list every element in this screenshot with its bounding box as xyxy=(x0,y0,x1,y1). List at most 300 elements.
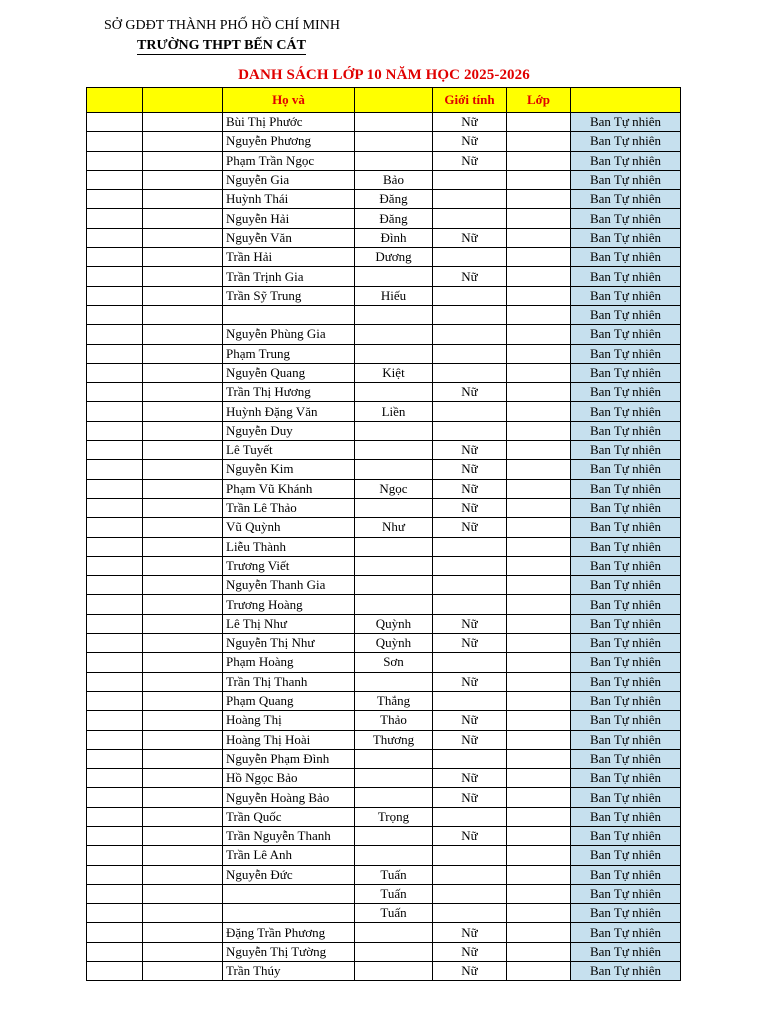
table-row xyxy=(87,691,681,710)
cell-col-0 xyxy=(87,132,143,151)
cell-col-1 xyxy=(143,672,223,691)
cell-ho-va: Nguyễn Thanh Gia xyxy=(223,576,355,595)
cell-ten xyxy=(355,460,433,479)
cell-col-0 xyxy=(87,923,143,942)
cell-col-0 xyxy=(87,865,143,884)
cell-ten: Dương xyxy=(355,248,433,267)
cell-lop xyxy=(507,479,571,498)
cell-col-1 xyxy=(143,170,223,189)
cell-ban: Ban Tự nhiên xyxy=(571,228,681,247)
cell-gioi-tinh: Nữ xyxy=(433,962,507,981)
cell-gioi-tinh: Nữ xyxy=(433,634,507,653)
cell-ban: Ban Tự nhiên xyxy=(571,672,681,691)
cell-ten: Quỳnh xyxy=(355,614,433,633)
cell-lop xyxy=(507,248,571,267)
cell-ho-va: Nguyễn Phương xyxy=(223,132,355,151)
cell-col-0 xyxy=(87,769,143,788)
cell-ten xyxy=(355,537,433,556)
cell-ban: Ban Tự nhiên xyxy=(571,769,681,788)
cell-ten xyxy=(355,421,433,440)
cell-ten xyxy=(355,383,433,402)
table-row xyxy=(87,267,681,286)
cell-col-1 xyxy=(143,248,223,267)
cell-gioi-tinh: Nữ xyxy=(433,479,507,498)
cell-col-1 xyxy=(143,884,223,903)
cell-ho-va: Trần Trịnh Gia xyxy=(223,267,355,286)
header-ho-va: Họ và xyxy=(223,88,355,113)
cell-col-1 xyxy=(143,595,223,614)
cell-ho-va: Phạm Quang xyxy=(223,691,355,710)
table-row xyxy=(87,190,681,209)
cell-ho-va: Liễu Thành xyxy=(223,537,355,556)
table-row xyxy=(87,325,681,344)
cell-col-1 xyxy=(143,113,223,132)
cell-ban: Ban Tự nhiên xyxy=(571,807,681,826)
table-header-row xyxy=(87,88,681,113)
cell-lop xyxy=(507,537,571,556)
cell-col-0 xyxy=(87,556,143,575)
cell-ho-va: Trần Lê Thảo xyxy=(223,498,355,517)
cell-gioi-tinh xyxy=(433,749,507,768)
cell-gioi-tinh xyxy=(433,286,507,305)
cell-ban: Ban Tự nhiên xyxy=(571,132,681,151)
cell-ban: Ban Tự nhiên xyxy=(571,479,681,498)
cell-ban: Ban Tự nhiên xyxy=(571,402,681,421)
cell-lop xyxy=(507,383,571,402)
cell-lop xyxy=(507,634,571,653)
cell-ho-va: Nguyễn Phạm Đình xyxy=(223,749,355,768)
cell-lop xyxy=(507,865,571,884)
cell-ten: Đình xyxy=(355,228,433,247)
cell-ban: Ban Tự nhiên xyxy=(571,711,681,730)
cell-col-0 xyxy=(87,325,143,344)
table-row xyxy=(87,402,681,421)
cell-col-1 xyxy=(143,537,223,556)
cell-ten: Như xyxy=(355,518,433,537)
cell-col-1 xyxy=(143,923,223,942)
cell-col-1 xyxy=(143,479,223,498)
cell-gioi-tinh: Nữ xyxy=(433,769,507,788)
cell-ten xyxy=(355,595,433,614)
cell-lop xyxy=(507,942,571,961)
cell-col-1 xyxy=(143,402,223,421)
cell-col-0 xyxy=(87,402,143,421)
cell-ten xyxy=(355,962,433,981)
cell-ban: Ban Tự nhiên xyxy=(571,653,681,672)
table-row xyxy=(87,537,681,556)
cell-ban: Ban Tự nhiên xyxy=(571,846,681,865)
cell-gioi-tinh xyxy=(433,904,507,923)
cell-ban: Ban Tự nhiên xyxy=(571,209,681,228)
cell-lop xyxy=(507,113,571,132)
cell-ho-va: Phạm Trung xyxy=(223,344,355,363)
cell-lop xyxy=(507,170,571,189)
header-ban xyxy=(571,88,681,113)
cell-lop xyxy=(507,305,571,324)
cell-ten: Liền xyxy=(355,402,433,421)
table-row xyxy=(87,672,681,691)
cell-ban: Ban Tự nhiên xyxy=(571,267,681,286)
cell-col-1 xyxy=(143,614,223,633)
cell-ten xyxy=(355,267,433,286)
cell-col-1 xyxy=(143,460,223,479)
cell-gioi-tinh: Nữ xyxy=(433,923,507,942)
cell-lop xyxy=(507,846,571,865)
table-row xyxy=(87,711,681,730)
cell-ban: Ban Tự nhiên xyxy=(571,344,681,363)
cell-col-1 xyxy=(143,441,223,460)
cell-ban: Ban Tự nhiên xyxy=(571,923,681,942)
cell-col-0 xyxy=(87,634,143,653)
cell-gioi-tinh: Nữ xyxy=(433,132,507,151)
cell-col-0 xyxy=(87,788,143,807)
header-col-0 xyxy=(87,88,143,113)
table-row xyxy=(87,286,681,305)
cell-ban: Ban Tự nhiên xyxy=(571,460,681,479)
cell-gioi-tinh: Nữ xyxy=(433,614,507,633)
cell-col-0 xyxy=(87,170,143,189)
cell-col-1 xyxy=(143,730,223,749)
cell-ban: Ban Tự nhiên xyxy=(571,595,681,614)
cell-lop xyxy=(507,518,571,537)
cell-ten xyxy=(355,498,433,517)
cell-ban: Ban Tự nhiên xyxy=(571,190,681,209)
cell-gioi-tinh: Nữ xyxy=(433,228,507,247)
cell-ten: Bảo xyxy=(355,170,433,189)
cell-col-0 xyxy=(87,672,143,691)
cell-ban: Ban Tự nhiên xyxy=(571,730,681,749)
document-title: DANH SÁCH LỚP 10 NĂM HỌC 2025-2026 xyxy=(238,67,530,83)
cell-col-0 xyxy=(87,363,143,382)
cell-ho-va xyxy=(223,305,355,324)
cell-ho-va: Nguyễn Phùng Gia xyxy=(223,325,355,344)
cell-ban: Ban Tự nhiên xyxy=(571,749,681,768)
cell-ten xyxy=(355,846,433,865)
cell-lop xyxy=(507,402,571,421)
cell-ho-va: Trần Nguyễn Thanh xyxy=(223,826,355,845)
table-row xyxy=(87,460,681,479)
cell-col-1 xyxy=(143,305,223,324)
cell-ho-va: Bùi Thị Phước xyxy=(223,113,355,132)
cell-col-1 xyxy=(143,807,223,826)
cell-lop xyxy=(507,498,571,517)
cell-col-1 xyxy=(143,769,223,788)
cell-col-0 xyxy=(87,190,143,209)
cell-lop xyxy=(507,267,571,286)
cell-ban: Ban Tự nhiên xyxy=(571,884,681,903)
cell-ho-va: Huỳnh Đặng Văn xyxy=(223,402,355,421)
cell-col-0 xyxy=(87,576,143,595)
cell-ho-va: Lê Tuyết xyxy=(223,441,355,460)
cell-gioi-tinh xyxy=(433,421,507,440)
cell-ban: Ban Tự nhiên xyxy=(571,170,681,189)
cell-col-1 xyxy=(143,325,223,344)
cell-col-1 xyxy=(143,749,223,768)
cell-gioi-tinh: Nữ xyxy=(433,460,507,479)
cell-ho-va: Hoàng Thị Hoài xyxy=(223,730,355,749)
cell-col-0 xyxy=(87,537,143,556)
cell-gioi-tinh: Nữ xyxy=(433,942,507,961)
cell-col-0 xyxy=(87,518,143,537)
cell-lop xyxy=(507,826,571,845)
cell-ten xyxy=(355,556,433,575)
cell-gioi-tinh: Nữ xyxy=(433,498,507,517)
cell-ten xyxy=(355,325,433,344)
table-row xyxy=(87,634,681,653)
cell-ban: Ban Tự nhiên xyxy=(571,691,681,710)
cell-ban: Ban Tự nhiên xyxy=(571,826,681,845)
header-ten xyxy=(355,88,433,113)
cell-ban: Ban Tự nhiên xyxy=(571,248,681,267)
cell-col-1 xyxy=(143,691,223,710)
cell-lop xyxy=(507,691,571,710)
cell-ho-va: Nguyễn Đức xyxy=(223,865,355,884)
cell-col-0 xyxy=(87,691,143,710)
table-row xyxy=(87,132,681,151)
cell-ho-va: Nguyễn Hải xyxy=(223,209,355,228)
cell-col-0 xyxy=(87,151,143,170)
cell-lop xyxy=(507,711,571,730)
cell-gioi-tinh xyxy=(433,884,507,903)
cell-ten: Thắng xyxy=(355,691,433,710)
table-row xyxy=(87,441,681,460)
cell-col-0 xyxy=(87,807,143,826)
cell-col-0 xyxy=(87,248,143,267)
cell-ho-va: Hoàng Thị xyxy=(223,711,355,730)
table-row xyxy=(87,498,681,517)
cell-ban: Ban Tự nhiên xyxy=(571,518,681,537)
cell-col-1 xyxy=(143,363,223,382)
cell-lop xyxy=(507,923,571,942)
cell-ten xyxy=(355,576,433,595)
cell-col-0 xyxy=(87,653,143,672)
table-row xyxy=(87,383,681,402)
cell-gioi-tinh xyxy=(433,402,507,421)
table-row xyxy=(87,595,681,614)
cell-ten xyxy=(355,441,433,460)
cell-col-1 xyxy=(143,209,223,228)
school-name xyxy=(137,38,306,54)
cell-ten xyxy=(355,942,433,961)
cell-col-1 xyxy=(143,556,223,575)
cell-ho-va: Trần Thị Thanh xyxy=(223,672,355,691)
cell-lop xyxy=(507,556,571,575)
cell-lop xyxy=(507,807,571,826)
cell-ten xyxy=(355,826,433,845)
table-row xyxy=(87,846,681,865)
table-row xyxy=(87,730,681,749)
table-row xyxy=(87,788,681,807)
cell-ten: Đăng xyxy=(355,190,433,209)
cell-col-1 xyxy=(143,904,223,923)
cell-ten xyxy=(355,672,433,691)
table-row xyxy=(87,749,681,768)
cell-gioi-tinh xyxy=(433,865,507,884)
cell-ban: Ban Tự nhiên xyxy=(571,441,681,460)
cell-ban: Ban Tự nhiên xyxy=(571,498,681,517)
cell-ho-va: Phạm Vũ Khánh xyxy=(223,479,355,498)
table-row xyxy=(87,653,681,672)
cell-ban: Ban Tự nhiên xyxy=(571,614,681,633)
cell-col-1 xyxy=(143,344,223,363)
cell-ten xyxy=(355,132,433,151)
cell-ban: Ban Tự nhiên xyxy=(571,325,681,344)
cell-col-0 xyxy=(87,904,143,923)
cell-ho-va: Trần Sỹ Trung xyxy=(223,286,355,305)
cell-ban: Ban Tự nhiên xyxy=(571,865,681,884)
cell-ho-va: Trần Thúy xyxy=(223,962,355,981)
cell-col-0 xyxy=(87,383,143,402)
cell-ten: Kiệt xyxy=(355,363,433,382)
cell-col-0 xyxy=(87,498,143,517)
cell-col-0 xyxy=(87,113,143,132)
cell-ban: Ban Tự nhiên xyxy=(571,363,681,382)
cell-col-1 xyxy=(143,421,223,440)
cell-lop xyxy=(507,904,571,923)
cell-col-0 xyxy=(87,441,143,460)
cell-ban: Ban Tự nhiên xyxy=(571,151,681,170)
cell-col-1 xyxy=(143,151,223,170)
cell-col-0 xyxy=(87,479,143,498)
header-col-1 xyxy=(143,88,223,113)
table-row xyxy=(87,923,681,942)
cell-lop xyxy=(507,441,571,460)
table-row xyxy=(87,807,681,826)
cell-gioi-tinh xyxy=(433,846,507,865)
cell-col-0 xyxy=(87,749,143,768)
student-list-table xyxy=(86,87,681,981)
cell-col-0 xyxy=(87,286,143,305)
cell-col-0 xyxy=(87,942,143,961)
cell-ten xyxy=(355,113,433,132)
cell-lop xyxy=(507,460,571,479)
cell-col-1 xyxy=(143,518,223,537)
table-row xyxy=(87,113,681,132)
cell-col-0 xyxy=(87,344,143,363)
cell-ten xyxy=(355,344,433,363)
cell-lop xyxy=(507,962,571,981)
table-row xyxy=(87,614,681,633)
cell-ho-va: Nguyễn Văn xyxy=(223,228,355,247)
cell-ten: Trọng xyxy=(355,807,433,826)
cell-gioi-tinh xyxy=(433,556,507,575)
table-row xyxy=(87,826,681,845)
cell-col-1 xyxy=(143,498,223,517)
cell-ho-va: Lê Thị Như xyxy=(223,614,355,633)
cell-gioi-tinh xyxy=(433,248,507,267)
cell-col-0 xyxy=(87,962,143,981)
cell-col-1 xyxy=(143,962,223,981)
cell-ho-va: Vũ Quỳnh xyxy=(223,518,355,537)
school-underline xyxy=(137,54,306,55)
cell-gioi-tinh xyxy=(433,537,507,556)
cell-col-0 xyxy=(87,711,143,730)
cell-gioi-tinh xyxy=(433,305,507,324)
table-row xyxy=(87,865,681,884)
cell-col-1 xyxy=(143,228,223,247)
cell-lop xyxy=(507,672,571,691)
cell-ban: Ban Tự nhiên xyxy=(571,556,681,575)
cell-col-0 xyxy=(87,267,143,286)
cell-col-1 xyxy=(143,383,223,402)
cell-ho-va: Phạm Trần Ngọc xyxy=(223,151,355,170)
cell-gioi-tinh: Nữ xyxy=(433,383,507,402)
table-row xyxy=(87,904,681,923)
cell-col-1 xyxy=(143,576,223,595)
cell-ban: Ban Tự nhiên xyxy=(571,904,681,923)
cell-col-1 xyxy=(143,286,223,305)
cell-ho-va: Nguyễn Hoàng Bảo xyxy=(223,788,355,807)
cell-col-0 xyxy=(87,730,143,749)
cell-ten xyxy=(355,305,433,324)
cell-ban: Ban Tự nhiên xyxy=(571,537,681,556)
cell-ho-va: Nguyễn Thị Tường xyxy=(223,942,355,961)
cell-ban: Ban Tự nhiên xyxy=(571,305,681,324)
cell-ten xyxy=(355,923,433,942)
cell-ban: Ban Tự nhiên xyxy=(571,113,681,132)
table-row xyxy=(87,884,681,903)
cell-ban: Ban Tự nhiên xyxy=(571,576,681,595)
table-row xyxy=(87,248,681,267)
cell-ho-va xyxy=(223,884,355,903)
cell-ten: Sơn xyxy=(355,653,433,672)
table-row xyxy=(87,421,681,440)
cell-lop xyxy=(507,421,571,440)
cell-ho-va: Trần Quốc xyxy=(223,807,355,826)
cell-lop xyxy=(507,190,571,209)
cell-gioi-tinh xyxy=(433,363,507,382)
cell-col-0 xyxy=(87,595,143,614)
cell-col-0 xyxy=(87,884,143,903)
table-row xyxy=(87,363,681,382)
cell-ten: Quỳnh xyxy=(355,634,433,653)
cell-col-0 xyxy=(87,228,143,247)
cell-ten: Thảo xyxy=(355,711,433,730)
cell-lop xyxy=(507,363,571,382)
header-lop: Lớp xyxy=(507,88,571,113)
cell-lop xyxy=(507,344,571,363)
cell-col-1 xyxy=(143,190,223,209)
cell-lop xyxy=(507,576,571,595)
cell-ho-va: Hồ Ngọc Bảo xyxy=(223,769,355,788)
cell-lop xyxy=(507,614,571,633)
cell-ten: Ngọc xyxy=(355,479,433,498)
cell-ho-va: Trần Thị Hương xyxy=(223,383,355,402)
cell-col-1 xyxy=(143,711,223,730)
cell-ten xyxy=(355,788,433,807)
cell-lop xyxy=(507,228,571,247)
cell-lop xyxy=(507,325,571,344)
cell-lop xyxy=(507,151,571,170)
cell-gioi-tinh: Nữ xyxy=(433,788,507,807)
cell-ho-va: Nguyễn Duy xyxy=(223,421,355,440)
cell-gioi-tinh xyxy=(433,209,507,228)
cell-ho-va: Trương Hoàng xyxy=(223,595,355,614)
cell-col-1 xyxy=(143,267,223,286)
table-row xyxy=(87,228,681,247)
table-row xyxy=(87,942,681,961)
cell-lop xyxy=(507,749,571,768)
cell-col-1 xyxy=(143,846,223,865)
cell-col-1 xyxy=(143,634,223,653)
cell-ho-va: Nguyễn Quang xyxy=(223,363,355,382)
table-row xyxy=(87,170,681,189)
cell-col-0 xyxy=(87,826,143,845)
table-row xyxy=(87,305,681,324)
department-name: SỞ GDĐT THÀNH PHỐ HỒ CHÍ MINH xyxy=(104,18,340,33)
table-row xyxy=(87,556,681,575)
cell-gioi-tinh xyxy=(433,190,507,209)
